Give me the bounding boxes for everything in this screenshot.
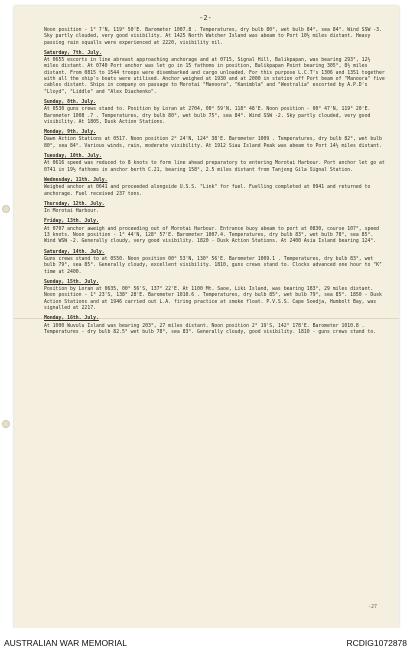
entry-text: Noon position - 1° 7'N, 119° 50'E. Barometer 1007.8 . Temperatures, dry bulb 80°, wet bulb 84°, sea 84°. Wind SSW -3. Sky partly clouded, very good visibility. At 1425 North Watcher Island was abeam to Port 10½ miles distant. Heavy passing rain squalls were experienced at 2220, visibility nil. [44, 28, 382, 46]
entry-date: Saturday, 7th. July. [44, 50, 102, 56]
footer-reference: RCDIG1072878 [346, 638, 407, 648]
log-entry [44, 28, 386, 47]
entry-text: Position by Loran at 0635, 00° 56'S, 137° 22'E. At 1100 Mt. Saoe, Liki Island, was bearing 183°, 29 miles distant. Noon position - 1° 23'S, 138° 28'E. Barometer 1010.6 . Temperatures, dry bulb 85°, wet bulb 79°, sea 85°. 1850 - Dusk Action Stations and at 1946 carried out L.A. firing practice at smoke float. P.V.S.S. Cape Soedja, Humbolt Bay, was signalled at 2217. [44, 287, 382, 311]
punch-hole [2, 205, 10, 213]
log-entry [44, 178, 386, 198]
page-number: -2- [199, 14, 212, 22]
log-entry [44, 316, 386, 336]
log-entry [44, 154, 386, 174]
entry-date: Thursday, 12th. July. [44, 201, 105, 207]
log-entry [44, 202, 386, 216]
entry-text: Guns crews stand to at 0550. Noon position 00° 53'N, 130° 56'E. Barometer 1009.1 . Temperatures, dry bulb 83°, wet bulb 79°, sea 85°. Generally cloudy, excellent visibility. 1810, guns crews stand to. Clocks advanced one hour to "K" time at 2400. [44, 256, 382, 275]
entry-date: Sunday, 15th. July. [44, 279, 99, 285]
entry-date: Tuesday, 10th. July. [44, 154, 102, 160]
document-body [44, 28, 386, 340]
punch-hole [2, 420, 10, 428]
entry-text: At 0530 guns crews stand to. Position by Loran at 2704, 00° 59'N, 118° 48'E. Noon position - 00° 47'N, 119° 20'E. Barometer 1008 .7 . Temperatures, dry bulb 80°, wet bulb 75°, sea 84°. Wind SSW -2. Sky partly clouded, very good visibility. At 1805, Dusk Action Stations. [44, 107, 371, 125]
log-entry [44, 51, 386, 96]
entry-date: Saturday, 14th. July. [44, 249, 105, 255]
entry-date: Monday, 9th. July. [44, 130, 96, 136]
log-entry [44, 130, 386, 150]
entry-date: Friday, 13th. July. [44, 219, 99, 225]
entry-text: At 0707 anchor aweigh and proceeding out of Morotai Harbour. Entrance buoy abeam to port at 0830, course 107°, speed 13 knots. Noon position - 1° 44'N, 128° 57'E. Barometer 1007.4. Temperatures, dry bulb 83°, wet bulb 78°, sea 85°. Wind WSW -2. Generally cloudy, very good visibility. 1820 - Dusk Action Stations. At 2400 Asia Island bearing 124°. [44, 226, 380, 245]
margin-mark: -27 [367, 604, 377, 610]
entry-date: Sunday, 8th. July. [44, 99, 96, 105]
entry-text: At 1000 Wuvulu Island was bearing 203°, 27 miles distant. Noon position 2° 19'S, 142° 178'E. Barometer 1010.8 . Temperatures - dry bulb 82.5° wet bulb 78°, sea 83°. Generally cloudy, good visibility. 1810 - guns crews stand to. [44, 323, 377, 335]
entry-text: At 0616 speed was reduced to 8 knots to form line ahead preparatory to entering Morotai Harbour. Port anchor let go at 0741 in 19½ fathoms in anchor berth C.21, bearing 158°, 2.5 miles distant from Tanjong Gila Signal Station. [44, 161, 385, 173]
entry-date: Wednesday, 11th. July. [44, 177, 108, 183]
entry-text: In Morotai Harbour. [44, 209, 99, 215]
entry-text: At 0655 escorts in line abreast approaching anchorage and at 0715, Signal Hill, Balikpapan, was bearing 293°, 12½ miles distant. At 0740 Port anchor was let go in 15 fathoms in position, Balikpapan Point bearing 305°, 8½ miles distant. From 0815 to 1544 troops were disembarked and cargo unloaded. For this purpose L.C.T's 1306 and 1351 together with all the ship's boats were utilised. Anchor weighed at 1930 and at 2000 in station off Port beam of "Manoora" five cables distant. Ships in company on passage to Morotai "Manoora", "Kanimbla" and "Westralia" escorted by A.P.D's "Lloyd", "Liddle" and "Alex Diachenko". [44, 58, 385, 95]
entry-date: Monday, 16th. July. [44, 316, 99, 322]
entry-text: Dawn Action Stations at 0517. Noon position 2° 24'N, 124° 38'E. Barometer 1009 . Temperatures, dry bulb 82°, wet bulb 80°, sea 84°. Various winds, rain, moderate visibility. At 1912 Siau Island Peak was abeam to Port 14½ miles distant. [44, 137, 382, 149]
log-entry [44, 219, 386, 245]
log-entry [44, 250, 386, 276]
footer-source: AUSTRALIAN WAR MEMORIAL [4, 638, 127, 648]
entry-text: Weighed anchor at 0641 and proceeded alongside U.S.S. "Link" for fuel. Fuelling completed at 0941 and returned to anchorage. Fuel received 237 tons. [44, 185, 371, 197]
log-entry [44, 100, 386, 126]
footer-bar [0, 628, 411, 654]
log-entry [44, 280, 386, 312]
